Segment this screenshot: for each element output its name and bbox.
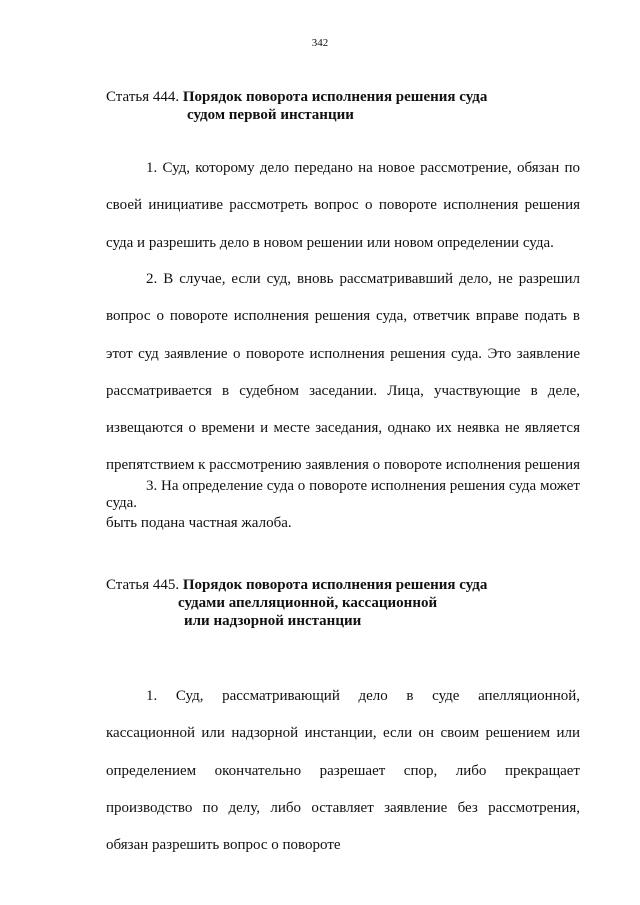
article-444-title-line2: судом первой инстанции (187, 107, 354, 123)
article-444-paragraph-3: 3. На определение суда о повороте исполнения решения суда может быть подана частная жалоба. (106, 478, 580, 532)
article-445-heading (106, 576, 586, 630)
article-444-paragraph-2: 2. В случае, если суд, вновь рассматривавший дело, не разрешил вопрос о повороте исполнения решения суда, ответчик вправе подать в этот суд заявление о повороте исполнения решения суда. Это заявление рассматривается в судебном заседании. Лица, участвующие в деле, извещаются о времени и месте заседания, однако их неявка не является препятствием к рассмотрению заявления о повороте исполнения решения суда. (106, 271, 580, 511)
article-445-paragraph-1: 1. Суд, рассматривающий дело в суде апелляционной, кассационной или надзорной инстанции, если он своим решением или определением окончательно разрешает спор, либо прекращает производство по делу, либо оставляет заявление без рассмотрения, обязан разрешить вопрос о повороте (106, 688, 580, 854)
article-445-title-line1: Порядок поворота исполнения решения суда (182, 577, 488, 593)
article-445-title-line3: или надзорной инстанции (184, 613, 362, 629)
article-444-paragraph-1: 1. Суд, которому дело передано на новое рассмотрение, обязан по своей инициативе рассмотреть вопрос о повороте исполнения решения суда и разрешить дело в новом решении или новом определении суда. (106, 160, 580, 251)
page-number: 342 (311, 37, 329, 49)
article-444-heading (106, 88, 586, 124)
article-445-title-line2: судами апелляционной, кассационной (178, 595, 438, 611)
article-444-title-line1: Порядок поворота исполнения решения суда (182, 89, 488, 105)
article-444-prefix: Статья 444. (106, 89, 180, 105)
article-445-prefix: Статья 445. (106, 577, 180, 593)
